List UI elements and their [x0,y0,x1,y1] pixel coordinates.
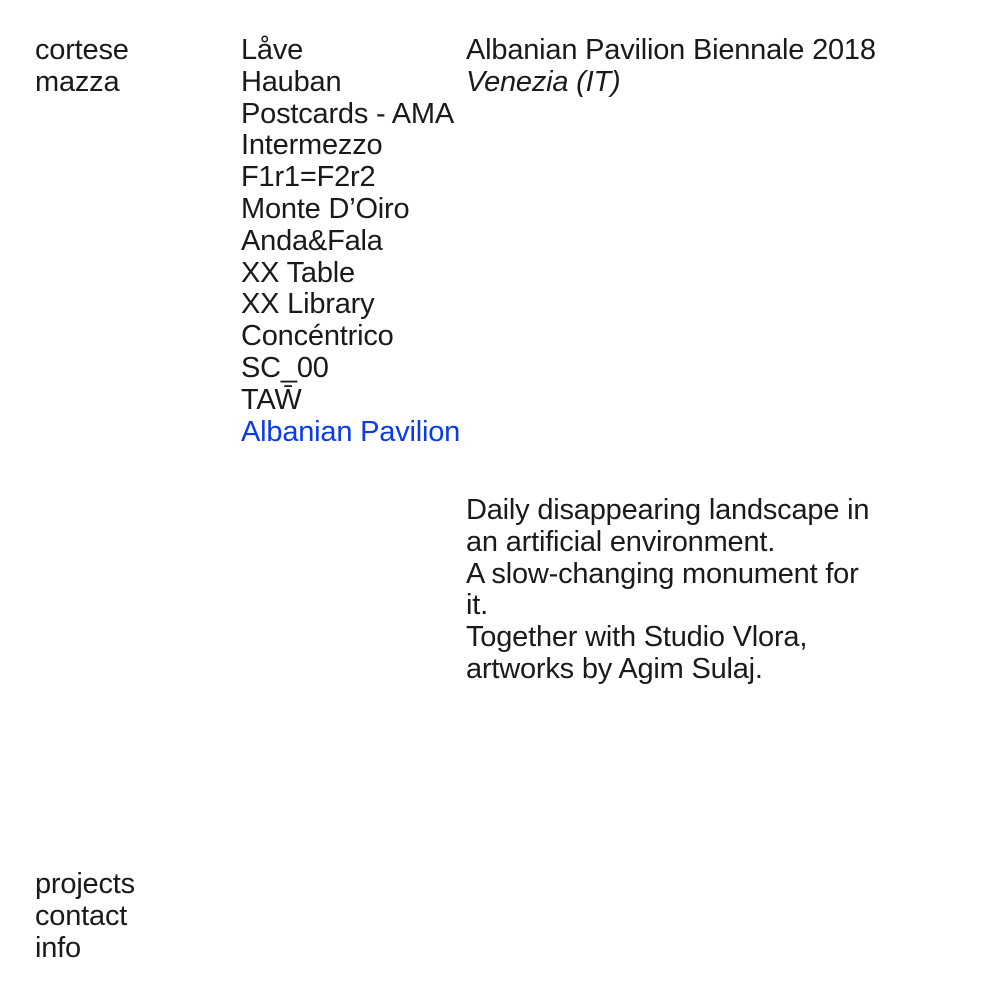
project-link-xx-library[interactable]: XX Library [241,288,375,321]
logo-line-1: cortese [35,34,129,66]
project-link-postcards-ama[interactable]: Postcards - AMA [241,97,454,130]
footer-nav [35,869,135,964]
project-link-xx-table[interactable]: XX Table [241,256,355,289]
description-line: an artificial environment. [466,525,776,558]
description-line: A slow-changing monument for [466,557,859,590]
project-header [466,35,876,99]
project-link-hauban[interactable]: Hauban [241,65,342,98]
project-link-anda-fala[interactable]: Anda&Fala [241,224,383,257]
description-line: artworks by Agim Sulaj. [466,652,763,685]
project-link-taw[interactable]: TAW̄ [241,383,302,416]
project-title: Albanian Pavilion Biennale 2018 [466,34,876,66]
project-link-intermezzo[interactable]: Intermezzo [241,129,383,162]
project-link-concentrico[interactable]: Concéntrico [241,320,394,353]
project-list [241,35,460,448]
project-link-sc-00[interactable]: SC_00 [241,351,329,384]
project-link-monte-doiro[interactable]: Monte D’Oiro [241,192,410,225]
project-link-lave[interactable]: Låve [241,34,304,66]
description-line: it. [466,589,488,622]
description-line: Daily disappearing landscape in [466,494,870,526]
nav-link-contact[interactable]: contact [35,899,128,932]
project-link-f1r1-f2r2[interactable]: F1r1=F2r2 [241,161,376,194]
project-description [466,495,966,686]
site-logo[interactable] [35,35,129,99]
nav-link-info[interactable]: info [35,931,81,964]
description-line: Together with Studio Vlora, [466,621,808,654]
project-location: Venezia (IT) [466,65,621,98]
nav-link-projects[interactable]: projects [35,868,135,900]
logo-line-2: mazza [35,65,120,98]
project-link-albanian-pavilion[interactable]: Albanian Pavilion [241,415,461,448]
